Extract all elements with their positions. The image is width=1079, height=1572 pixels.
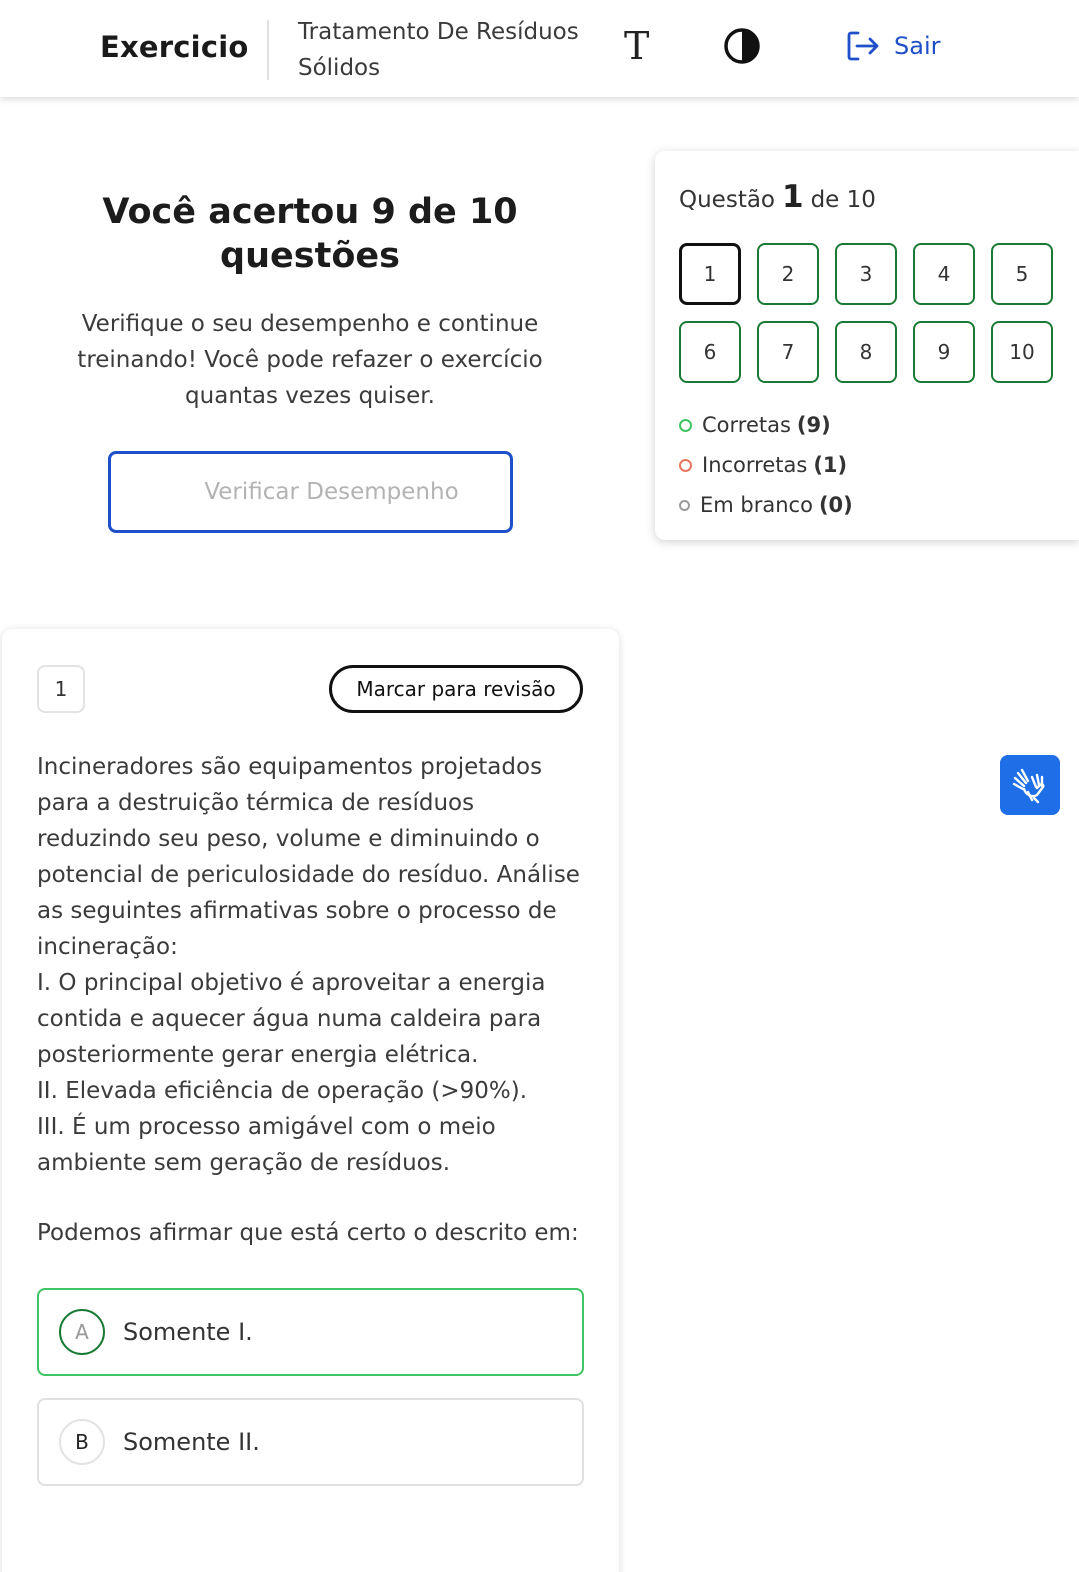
font-size-icon[interactable]: T (624, 24, 650, 68)
question-button-2[interactable]: 2 (757, 243, 819, 305)
question-button-1[interactable]: 1 (679, 243, 741, 305)
navigator-current: 1 (782, 179, 804, 215)
statement-line: II. Elevada eficiência de operação (>90%). (37, 1078, 528, 1104)
question-button-6[interactable]: 6 (679, 321, 741, 383)
question-button-4[interactable]: 4 (913, 243, 975, 305)
statement-line: Incineradores são equipamentos projetados (37, 754, 543, 780)
navigator-legend (679, 405, 853, 525)
option-text: Somente I. (123, 1318, 253, 1346)
legend-correct (679, 405, 853, 445)
contrast-icon[interactable] (724, 28, 760, 64)
result-description (60, 306, 560, 414)
option-letter: B (59, 1419, 105, 1465)
navigator-heading (679, 179, 876, 215)
result-title-line2: questões (220, 236, 400, 276)
legend-incorrect-label: Incorretas (702, 453, 808, 477)
legend-correct-label: Corretas (702, 413, 791, 437)
course-title (298, 14, 598, 86)
top-header (0, 0, 1079, 97)
question-prompt: Podemos afirmar que está certo o descrito em: (37, 1220, 579, 1246)
brand-title: Exercicio (100, 30, 249, 64)
answer-option-a[interactable] (37, 1288, 584, 1376)
logout-label: Sair (894, 32, 941, 60)
legend-blank (679, 485, 853, 525)
option-letter: A (59, 1309, 105, 1355)
mark-for-review-button[interactable]: Marcar para revisão (329, 665, 583, 713)
statement-line: para a destruição térmica de resíduos (37, 790, 475, 816)
question-grid (679, 243, 1053, 383)
statement-line: I. O principal objetivo é aproveitar a energia (37, 970, 546, 996)
statement-line: III. É um processo amigável com o meio (37, 1114, 496, 1140)
course-title-line2: Sólidos (298, 55, 381, 81)
logout-button[interactable] (846, 30, 940, 62)
result-title-line1: Você acertou 9 de 10 (102, 192, 518, 232)
question-button-7[interactable]: 7 (757, 321, 819, 383)
logout-icon (846, 30, 880, 62)
question-statement (37, 749, 585, 1181)
result-desc-line2: treinando! Você pode refazer o exercício (77, 347, 543, 373)
result-desc-line1: Verifique o seu desempenho e continue (81, 311, 539, 337)
question-card (2, 629, 619, 1572)
option-text: Somente II. (123, 1428, 260, 1456)
question-button-9[interactable]: 9 (913, 321, 975, 383)
result-title (60, 190, 560, 278)
question-number-badge: 1 (37, 665, 85, 713)
result-desc-line3: quantas vezes quiser. (185, 383, 435, 409)
question-button-10[interactable]: 10 (991, 321, 1053, 383)
navigator-suffix: de 10 (810, 187, 876, 213)
legend-blank-count: (0) (818, 493, 853, 517)
course-title-line1: Tratamento De Resíduos (298, 19, 579, 45)
question-button-3[interactable]: 3 (835, 243, 897, 305)
sign-language-button[interactable] (1000, 755, 1060, 815)
correct-dot-icon (679, 419, 692, 432)
question-navigator (655, 151, 1079, 540)
question-button-8[interactable]: 8 (835, 321, 897, 383)
statement-line: incineração: (37, 934, 178, 960)
statement-line: ambiente sem geração de resíduos. (37, 1150, 451, 1176)
legend-incorrect (679, 445, 853, 485)
statement-line: contida e aquecer água numa caldeira para (37, 1006, 542, 1032)
statement-line: as seguintes afirmativas sobre o processo de (37, 898, 557, 924)
incorrect-dot-icon (679, 459, 692, 472)
blank-dot-icon (679, 500, 690, 511)
verify-performance-button[interactable]: Verificar Desempenho (108, 451, 513, 533)
statement-line: potencial de periculosidade do resíduo. Análise (37, 862, 580, 888)
navigator-prefix: Questão (679, 187, 775, 213)
sign-language-icon (1010, 765, 1050, 805)
question-button-5[interactable]: 5 (991, 243, 1053, 305)
answer-option-b[interactable] (37, 1398, 584, 1486)
header-divider (267, 20, 269, 80)
statement-line: posteriormente gerar energia elétrica. (37, 1042, 479, 1068)
statement-line: reduzindo seu peso, volume e diminuindo o (37, 826, 540, 852)
legend-blank-label: Em branco (700, 493, 813, 517)
legend-incorrect-count: (1) (813, 453, 848, 477)
legend-correct-count: (9) (796, 413, 831, 437)
